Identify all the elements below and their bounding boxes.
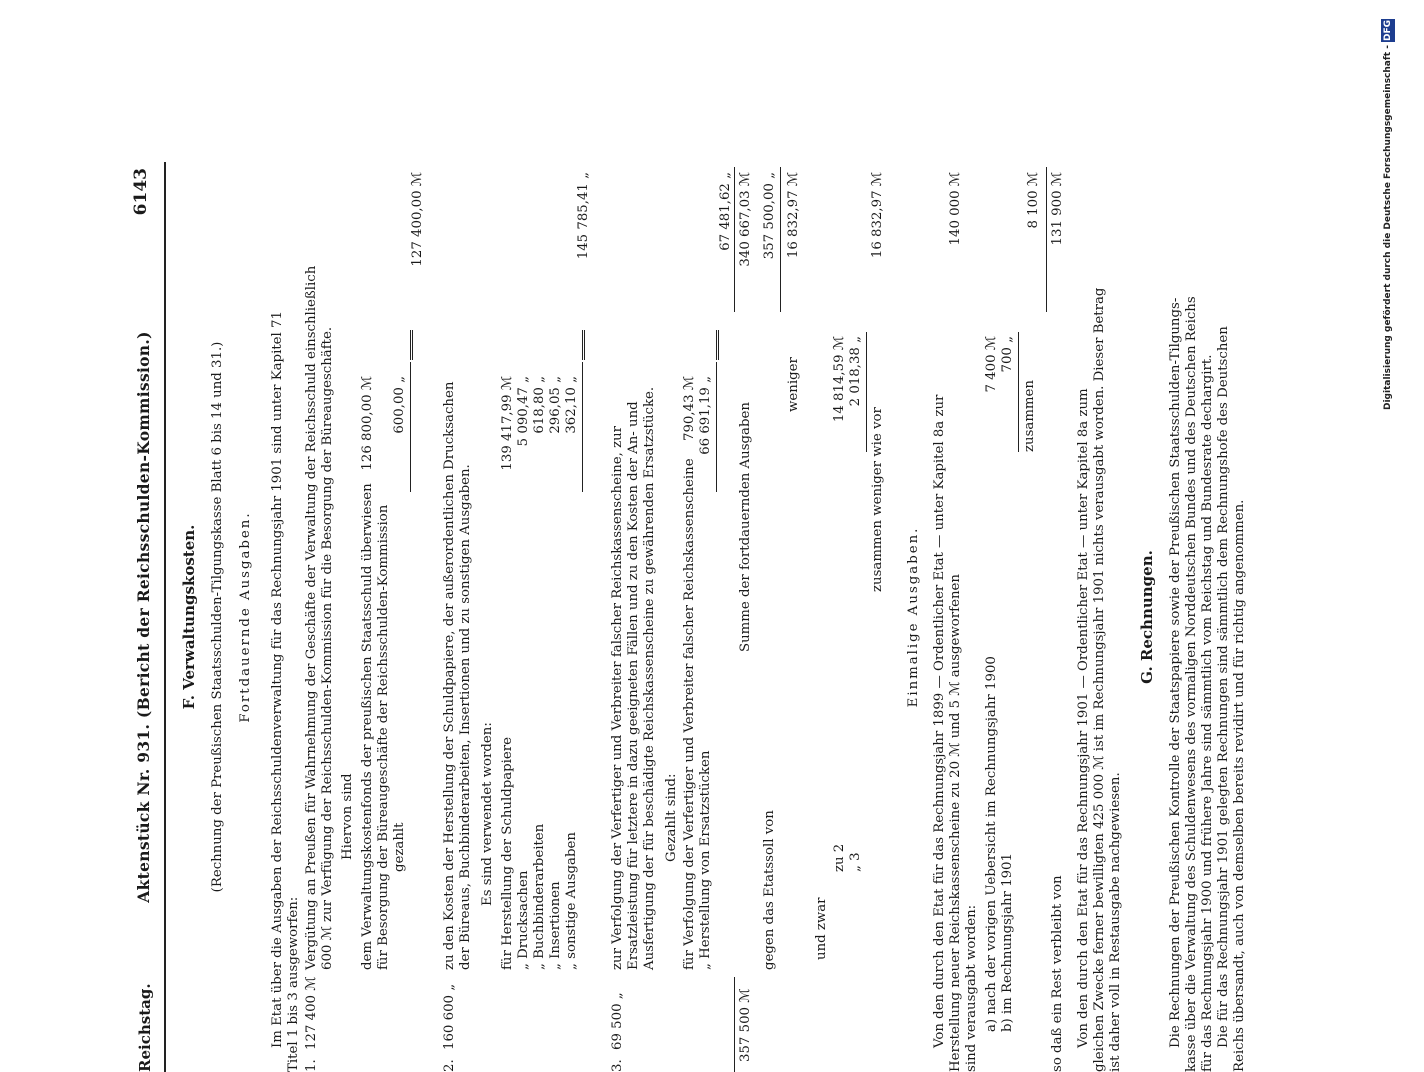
once-text-2: Herstellung neuer Reichskassenscheine zu 20 ℳ und 5 ℳ ausgeworfenen xyxy=(948,574,963,1072)
item-2-row-2-amount: 5 090,47 „ xyxy=(516,376,531,447)
weniger-amount: 16 832,97 ℳ xyxy=(786,172,801,259)
gegen-amount: 357 500,00 „ xyxy=(762,172,777,260)
zusammen-label: zusammen weniger wie vor xyxy=(870,407,885,592)
item-2-number: 2. xyxy=(442,1059,457,1072)
item-2-row-1-amount: 139 417,99 ℳ xyxy=(500,376,515,471)
item-1-etat: 127 400 ℳ xyxy=(304,976,319,1050)
item-2-total: 145 785,41 „ xyxy=(576,172,591,260)
item-2-row-5-label: „ sonstige Ausgaben xyxy=(564,832,579,970)
item-1-equals xyxy=(410,330,413,360)
dfg-logo: DFG xyxy=(1383,19,1393,41)
section-g-text-5: Reichs übersandt, auch von demselben bereits revidirt und für richtig angenommen. xyxy=(1232,499,1247,1072)
ongoing-heading: Fortdauernde Ausgaben. xyxy=(238,511,253,723)
header-left: Reichstag. xyxy=(136,983,154,1072)
zu-3-amount: 2 018,38 „ xyxy=(848,336,863,407)
item-2-row-4-label: „ Insertionen xyxy=(548,881,563,970)
rest-amount: 131 900 ℳ xyxy=(1050,172,1065,246)
once-zusammen-amount: 8 100 ℳ xyxy=(1026,172,1041,229)
section-g-text-4: Die für das Rechnungsjahr 1901 gelegten Rechnungen sind sämmtlich dem Rechnungshofe des Deutschen xyxy=(1216,326,1231,1048)
etat-sum-rule xyxy=(734,977,735,1072)
etat-sum: 357 500 ℳ xyxy=(738,988,753,1062)
item-3-row-1-amount: 790,43 ℳ xyxy=(682,376,697,441)
item-3-row-1-label: für Verfolgung der Verfertiger und Verbreiter falscher Reichskassenscheine xyxy=(682,458,697,970)
und-zwar: und zwar xyxy=(814,897,829,960)
running-header xyxy=(124,162,166,1072)
item-1-a-text: dem Verwaltungskostenfonds der preußischen Staatsschuld überwiesen xyxy=(360,483,375,970)
closing-2: gleichen Zwecke ferner bewilligten 425 000 ℳ ist im Rechnungsjahr 1901 nichts verausgabt worden. Dieser Betrag xyxy=(1092,287,1107,1072)
item-2-row-2-label: „ Drucksachen xyxy=(516,870,531,970)
once-rule xyxy=(1018,332,1019,452)
rest-rule xyxy=(1046,167,1047,312)
item-2-row-4-amount: 296,05 „ xyxy=(548,376,563,434)
section-f-subtitle: (Rechnung der Preußischen Staatsschulden-Tilgungskasse Blatt 6 bis 14 und 31.) xyxy=(210,341,225,893)
section-f-title: F. Verwaltungskosten. xyxy=(180,524,198,710)
intro-line-1: Im Etat über die Ausgaben der Reichsschuldenverwaltung für das Rechnungsjahr 1901 sind unter Kapitel 71 xyxy=(270,311,285,1048)
section-g-text-3: für das Rechnungsjahr 1900 und frühere Jahre sind sämmtlich vom Reichstag und Bundesrate dechargirt. xyxy=(1200,354,1215,1072)
item-2-row-5-amount: 362,10 „ xyxy=(564,376,579,434)
once-b-amount: 700 „ xyxy=(1000,336,1015,373)
item-3-total: 67 481,62 „ xyxy=(718,172,733,251)
item-3-row-2-label: „ Herstellung von Ersatzstücken xyxy=(698,750,713,970)
once-heading: Einmalige Ausgaben. xyxy=(906,526,921,708)
item-2-row-3-label: „ Buchbinderarbeiten xyxy=(532,823,547,970)
item-2-rule xyxy=(582,362,583,492)
item-1-text-2: 600 ℳ zur Verfügung der Reichsschulden-Kommission für die Besorgung der Büreaugeschäfte. xyxy=(320,326,335,970)
intro-line-2: Titel 1 bis 3 ausgeworfen: xyxy=(286,896,301,1072)
once-text-1: Von den durch den Etat für das Rechnungsjahr 1899 — Ordentlicher Etat — unter Kapitel 8a zur xyxy=(932,394,947,1048)
zu-2-amount: 14 814,59 ℳ xyxy=(832,336,847,423)
item-1-b-gezahlt: gezahlt xyxy=(392,822,407,872)
rest-label: so daß ein Rest verbleibt von xyxy=(1050,875,1065,1072)
item-3-row-2-amount: 66 691,19 „ xyxy=(698,376,713,455)
item-2-text-2: der Büreaus, Buchbinderarbeiten, Insertionen und zu sonstigen Ausgaben. xyxy=(458,464,473,970)
page-number: 6143 xyxy=(131,168,151,216)
section-g-title: G. Rechnungen. xyxy=(1138,550,1156,684)
item-1-text-1: Vergütung an Preußen für Wahrnehmung der Geschäfte der Verwaltung der Reichsschuld einschließlich xyxy=(304,265,319,970)
item-1-total: 127 400,00 ℳ xyxy=(410,172,425,267)
sum-label: Summe der fortdauernden Ausgaben xyxy=(738,402,753,652)
zu-2-label: zu 2 xyxy=(832,843,847,872)
item-3-text-3: Ausfertigung der für beschädigte Reichskassenscheine zu gewährenden Ersatzstücke. xyxy=(642,386,657,970)
item-1-b-text: für Besorgung der Büreaugeschäfte der Reichsschulden-Kommission xyxy=(376,504,391,970)
item-2-etat: 160 600 „ xyxy=(442,983,457,1050)
header-title: Aktenstück Nr. 931. (Bericht der Reichsschulden-Kommission.) xyxy=(134,331,153,903)
item-3-text-1: zur Verfolgung der Verfertiger und Verbreiter falscher Reichskassenscheine, zur xyxy=(610,425,625,970)
gegen-label: gegen das Etatssoll von xyxy=(762,810,777,970)
section-g-text-2: kasse über die Verwaltung des Schuldenwesens des vormaligen Norddeutschen Bundes und des Deutschen Reichs xyxy=(1184,296,1199,1072)
item-3-equals xyxy=(716,330,719,360)
item-2-text-1: zu den Kosten der Herstellung der Schuldpapiere, der außerordentlichen Drucksachen xyxy=(442,381,457,970)
sum-amount: 340 667,03 ℳ xyxy=(738,172,753,267)
once-b-label: b) im Rechnungsjahr 1901 xyxy=(1000,853,1015,1032)
zusammen-amount: 16 832,97 ℳ xyxy=(870,172,885,259)
item-3-gezahlt: Gezahlt sind: xyxy=(664,773,679,862)
once-a-amount: 7 400 ℳ xyxy=(984,336,999,393)
once-text-3: sind verausgabt worden: xyxy=(964,904,979,1072)
item-3-text-2: Ersatzleistung für letztere in dazu geeigneten Fällen und zu den Kosten der An- und xyxy=(626,401,641,970)
zu-3-label: „ 3 xyxy=(848,852,863,872)
item-2-row-3-amount: 618,80 „ xyxy=(532,376,547,434)
once-zusammen-label: zusammen xyxy=(1022,380,1037,452)
item-2-row-1-label: für Herstellung der Schuldpapiere xyxy=(500,736,515,970)
item-2-verwendet: Es sind verwendet worden: xyxy=(480,722,495,906)
item-1-a-amount: 126 800,00 ℳ xyxy=(360,376,375,471)
rotated-document-page xyxy=(124,152,1424,1072)
digitization-sidenote xyxy=(1381,10,1395,410)
item-1-hiervon: Hiervon sind xyxy=(340,773,355,860)
item-1-rule xyxy=(410,362,411,492)
item-1-b-amount: 600,00 „ xyxy=(392,376,407,434)
sidenote-text: Digitalisierung gefördert durch die Deutsche Forschungsgemeinschaft - xyxy=(1383,45,1393,410)
once-text-2-amount: 140 000 ℳ xyxy=(948,172,963,246)
closing-3: ist daher voll in Restausgabe nachgewiesen. xyxy=(1108,772,1123,1072)
section-g-text-1: Die Rechnungen der Preußischen Kontrolle der Staatspapiere sowie der Preußischen Staatsschulden-Tilgungs- xyxy=(1168,297,1183,1048)
weniger-label: weniger xyxy=(786,357,801,412)
zu-rule xyxy=(866,332,867,452)
item-3-rule xyxy=(716,362,717,492)
item-3-etat: 69 500 „ xyxy=(610,992,625,1050)
item-1-number: 1. xyxy=(304,1059,319,1072)
item-3-number: 3. xyxy=(610,1059,625,1072)
once-a-label: a) nach der vorigen Uebersicht im Rechnungsjahr 1900 xyxy=(984,656,999,1032)
gegen-rule xyxy=(780,167,781,312)
sum-rule xyxy=(734,167,735,312)
item-2-equals xyxy=(582,330,585,360)
closing-1: Von den durch den Etat für das Rechnungsjahr 1901 — Ordentlicher Etat — unter Kapitel 8a zum xyxy=(1076,388,1091,1048)
